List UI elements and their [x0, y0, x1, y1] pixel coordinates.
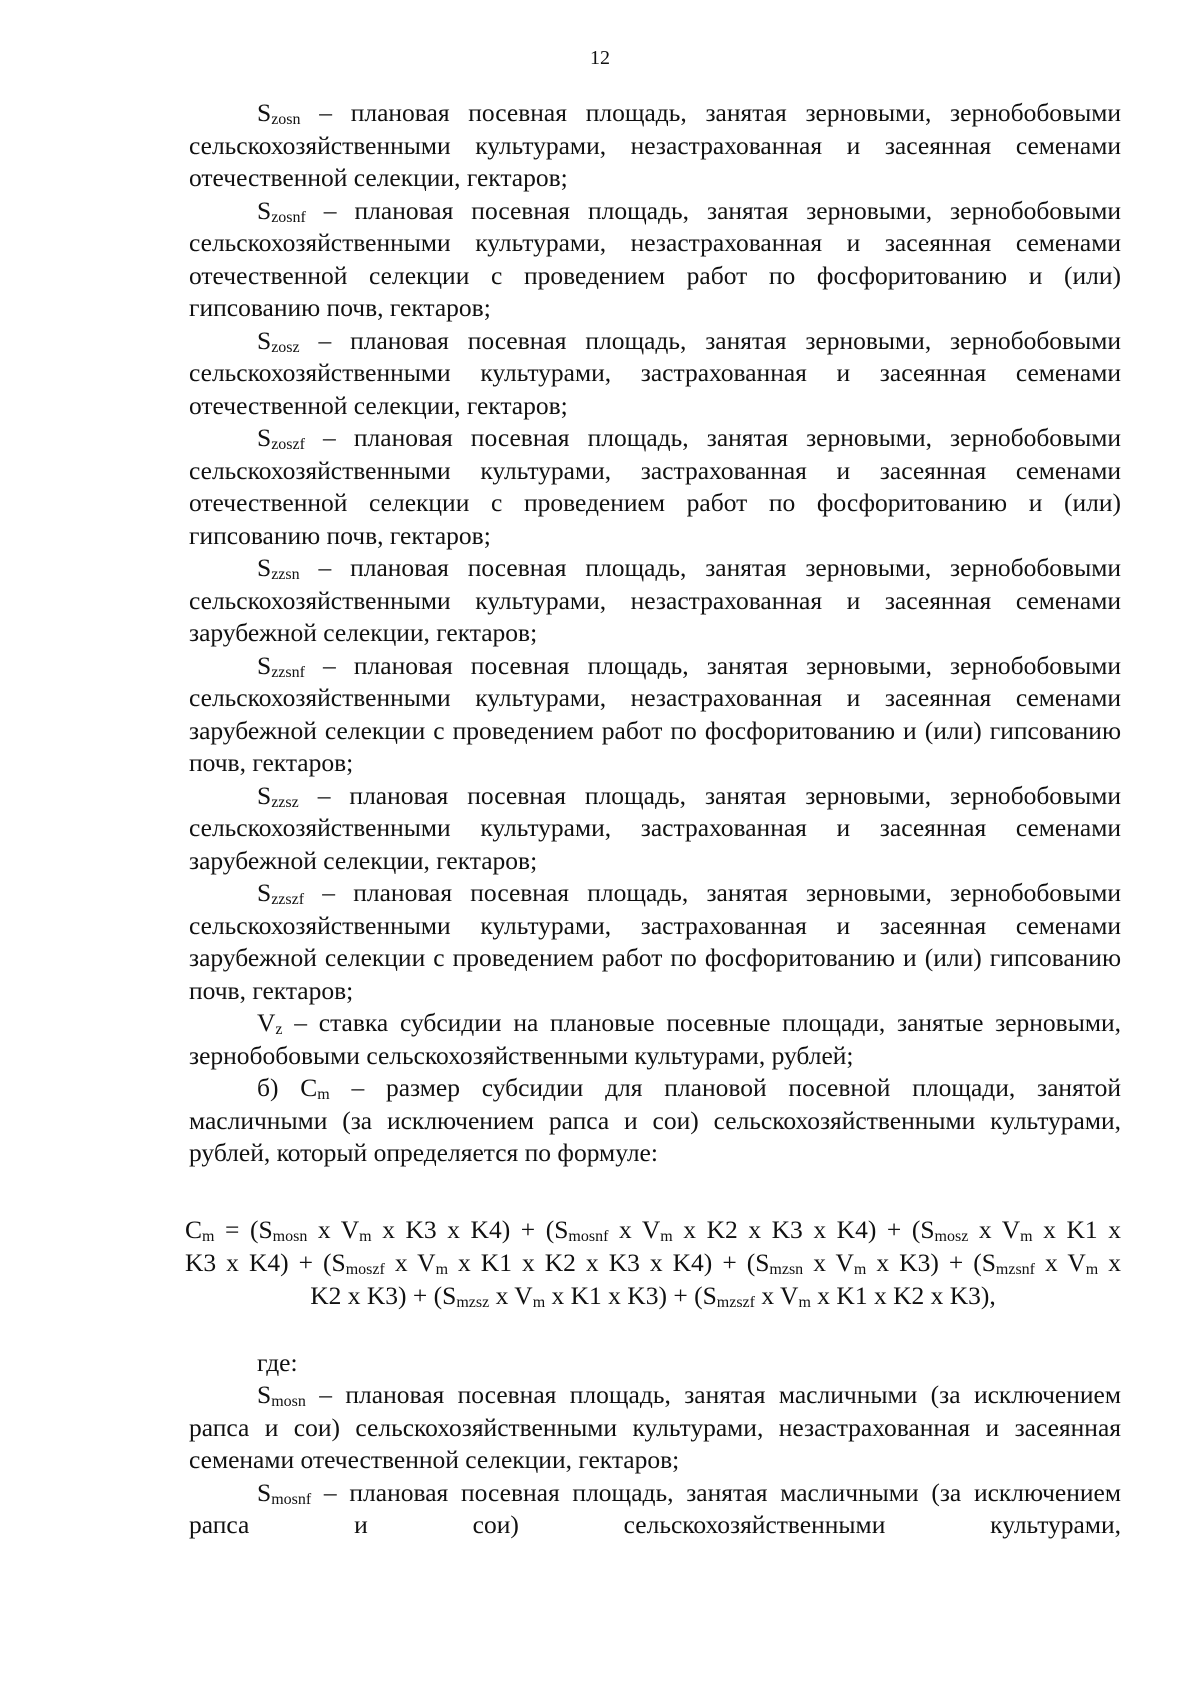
definition-symbol: S	[257, 195, 272, 225]
formula-term: C	[185, 1214, 203, 1244]
definition-text: – плановая посевная площадь, занятая зерновыми, зернобобовыми сельскохозяйственными культурами, застрахованная и засеянная семенами зарубежной селекции с проведением работ по фосфоритованию и (или) гипсованию почв, гектаров;	[189, 878, 1121, 1005]
grain-definition-4	[189, 552, 1121, 650]
formula-term: x V	[489, 1280, 533, 1310]
definition-subscript: zoszf	[271, 436, 305, 453]
grain-definitions	[189, 97, 1121, 1072]
formula-subscript: mosz	[934, 1227, 969, 1245]
definition-symbol: S	[257, 650, 272, 680]
definition-subscript: zzsn	[271, 566, 300, 583]
definition-subscript: zzszf	[271, 891, 305, 908]
oil-definition-1	[189, 1477, 1121, 1542]
grain-definition-5	[189, 650, 1121, 780]
grain-definition-8	[189, 1007, 1121, 1072]
formula-subscript: mosnf	[568, 1227, 609, 1245]
definition-subscript: zosnf	[271, 208, 306, 226]
formula-subscript: m	[660, 1227, 673, 1245]
definition-subscript: zzsz	[271, 793, 299, 811]
definition-text: – плановая посевная площадь, занятая масличными (за исключением рапса и сои) сельскохозяйственными культурами, незастрахованная и засеянная семенами отечественной селекции, гектаров;	[189, 1380, 1121, 1474]
formula-line-1	[185, 1213, 1121, 1246]
formula-term: = (S	[214, 1214, 273, 1244]
definition-symbol: S	[257, 780, 272, 810]
formula-term: x K1 x K2 x K3),	[810, 1280, 996, 1310]
formula-term: x K3) + (S	[866, 1247, 996, 1277]
formula-line-2	[185, 1246, 1121, 1279]
where-label: где:	[257, 1347, 298, 1377]
formula-term: x V	[608, 1214, 661, 1244]
definition-text: – ставка субсидии на плановые посевные площади, занятые зерновыми, зернобобовыми сельскохозяйственными культурами, рублей;	[189, 1008, 1121, 1070]
definition-text: – плановая посевная площадь, занятая зерновыми, зернобобовыми сельскохозяйственными культурами, застрахованная и засеянная семенами отечественной селекции, гектаров;	[189, 325, 1121, 420]
definition-subscript: zzsnf	[271, 663, 305, 681]
definition-symbol: S	[257, 423, 272, 452]
formula-subscript: mzsz	[456, 1293, 490, 1311]
item-b-prefix: б) C	[257, 1073, 318, 1102]
definition-text: – плановая посевная площадь, занятая зерновыми, зернобобовыми сельскохозяйственными культурами, незастрахованная и засеянная семенами отечественной селекции с проведением работ по фосфоритованию и (или) гипсованию почв, гектаров;	[189, 195, 1121, 322]
formula-term: x V	[968, 1214, 1021, 1244]
formula-term: x K3 x K4) + (S	[371, 1214, 569, 1244]
definition-text: – плановая посевная площадь, занятая зерновыми, зернобобовыми сельскохозяйственными культурами, незастрахованная и засеянная семенами зарубежной селекции с проведением работ по фосфоритованию и (или) гипсованию почв, гектаров;	[189, 650, 1121, 777]
definition-symbol: S	[257, 878, 272, 907]
formula-subscript: mzsnf	[995, 1260, 1036, 1278]
formula-term: x V	[307, 1214, 360, 1244]
formula-subscript: mosn	[272, 1227, 308, 1245]
grain-definition-3	[189, 422, 1121, 552]
item-b-paragraph	[189, 1072, 1121, 1170]
formula-term: x V	[384, 1247, 436, 1277]
definition-text: – плановая посевная площадь, занятая зерновыми, зернобобовыми сельскохозяйственными культурами, незастрахованная и засеянная семенами отечественной селекции, гектаров;	[189, 98, 1121, 192]
formula-term: K3 x K4) + (S	[185, 1247, 346, 1277]
oil-definitions	[189, 1379, 1121, 1542]
formula-subscript: mzsn	[769, 1260, 804, 1278]
oil-definition-0	[189, 1379, 1121, 1477]
formula-subscript: mzszf	[716, 1293, 755, 1311]
document-body	[185, 97, 1122, 1542]
formula-subscript: moszf	[345, 1260, 385, 1278]
formula-subscript: m	[798, 1293, 811, 1311]
grain-definition-1	[189, 195, 1121, 325]
formula-term: x	[1098, 1247, 1121, 1277]
formula-subscript: m	[1020, 1227, 1033, 1245]
definition-symbol: V	[257, 1008, 276, 1037]
formula-line-3	[185, 1279, 1121, 1312]
definition-symbol: S	[257, 98, 272, 127]
formula-term: x K2 x K3 x K4) + (S	[672, 1214, 935, 1244]
definition-subscript: z	[275, 1021, 283, 1038]
formula-subscript: m	[435, 1260, 449, 1278]
formula-term: x V	[1035, 1247, 1086, 1277]
definition-subscript: mosn	[271, 1393, 306, 1410]
definition-symbol: S	[257, 1380, 272, 1409]
formula-subscript: m	[359, 1227, 372, 1245]
definition-symbol: S	[257, 553, 272, 582]
definition-subscript: zosz	[271, 338, 300, 356]
definition-text: – плановая посевная площадь, занятая зерновыми, зернобобовыми сельскохозяйственными культурами, застрахованная и засеянная семенами зарубежной селекции, гектаров;	[189, 780, 1121, 875]
definition-symbol: S	[257, 1477, 272, 1507]
formula-term: x V	[754, 1280, 799, 1310]
grain-definition-0	[189, 97, 1121, 195]
grain-definition-2	[189, 325, 1121, 423]
formula-term: x K1 x	[1032, 1214, 1121, 1244]
formula-term: x V	[803, 1247, 854, 1277]
item-b-text: – размер субсидии для плановой посевной площади, занятой масличными (за исключением рапса и сои) сельскохозяйственными культурами, рублей, который определяется по формуле:	[189, 1073, 1122, 1167]
formula-term: x K1 x K3) + (S	[545, 1280, 717, 1310]
grain-definition-7	[189, 877, 1121, 1007]
item-b-subscript: m	[317, 1086, 330, 1103]
definition-text: – плановая посевная площадь, занятая масличными (за исключением рапса и сои) сельскохозяйственными культурами,	[189, 1477, 1121, 1539]
formula-subscript: m	[1085, 1260, 1099, 1278]
definition-text: – плановая посевная площадь, занятая зерновыми, зернобобовыми сельскохозяйственными культурами, незастрахованная и засеянная семенами зарубежной селекции, гектаров;	[189, 553, 1121, 647]
page-number: 12	[590, 47, 610, 69]
formula-subscript: m	[202, 1227, 215, 1245]
formula-subscript: m	[532, 1293, 546, 1311]
grain-definition-6	[189, 780, 1121, 878]
formula	[185, 1213, 1121, 1312]
definition-symbol: S	[257, 325, 272, 355]
definition-subscript: zosn	[271, 111, 301, 128]
formula-subscript: m	[853, 1260, 867, 1278]
definition-text: – плановая посевная площадь, занятая зерновыми, зернобобовыми сельскохозяйственными культурами, застрахованная и засеянная семенами отечественной селекции с проведением работ по фосфоритованию и (или) гипсованию почв, гектаров;	[189, 423, 1121, 550]
formula-term: x K1 x K2 x K3 x K4) + (S	[448, 1247, 770, 1277]
definition-subscript: mosnf	[271, 1490, 312, 1508]
formula-term: K2 x K3) + (S	[310, 1280, 457, 1310]
